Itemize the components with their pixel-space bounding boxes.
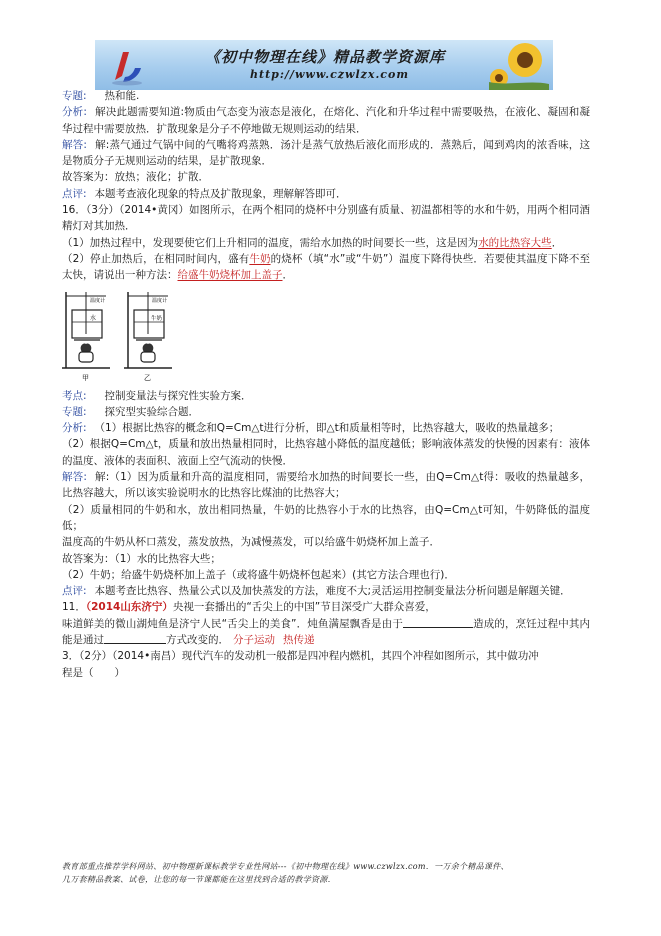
q16-analysis-2: （2）根据Q=Cm△t，质量和放出热量相同时，比热容越小降低的温度越低；影响液体蒸发的快慢的因素有：液体的温度、液体的表面积、液面上空气流动的快慢． bbox=[62, 438, 590, 467]
sunflower-icon bbox=[489, 40, 549, 90]
document-body bbox=[62, 88, 590, 681]
figure-caption-jia: 甲 bbox=[82, 373, 89, 382]
q16-knowledge-point: 考点: 控制变量法与探究性实验方案． bbox=[62, 389, 252, 402]
q16-solution: 解答: 解:（1）因为质量和升高的温度相同，需要给水加热的时间要长一些，由Q=Cm△t得：吸收的热量越多，比热容越大，所以该实验说明水的比热容比煤油的比热容大； bbox=[62, 471, 590, 500]
q16-comment: 点评: 本题考查比热容、热量公式以及加快蒸发的方法，难度不大;灵活运用控制变量法分析问题是解题关键． bbox=[62, 585, 571, 598]
thermometer-label-2: 温度计 bbox=[152, 297, 168, 304]
q16-part2: （2）停止加热后，在相同时间内，盛有牛奶的烧杯（填“水”或“牛奶”）温度下降得快些．若要使其温度下降不至太快，请说出一种方法：给盛牛奶烧杯加上盖子． bbox=[62, 252, 591, 282]
q11-source: （2014山东济宁） bbox=[85, 601, 173, 614]
figure-caption-yi: 乙 bbox=[144, 373, 151, 382]
q3-line2: 程是（ ） bbox=[62, 666, 125, 679]
apparatus-milk bbox=[124, 292, 172, 382]
site-logo-icon bbox=[109, 46, 145, 86]
q16-answer-summary: 故答案为：（1）水的比热容大些； bbox=[62, 552, 221, 565]
q16-solution-3: 温度高的牛奶从杯口蒸发，蒸发放热，为减慢蒸发，可以给盛牛奶烧杯加上盖子． bbox=[62, 536, 440, 549]
q16-topic: 专题: 探究型实验综合题． bbox=[62, 405, 200, 418]
banner-title: 《初中物理在线》精品教学资源库 bbox=[205, 48, 446, 66]
q15-topic: 专题: 热和能. bbox=[62, 90, 140, 102]
heating-apparatus-diagram bbox=[62, 288, 182, 384]
q15-solution: 解答: 解:蒸气通过气锅中间的气嘴将鸡蒸熟．汤汁是蒸气放热后液化而形成的．蒸熟后，闻到鸡肉的浓香味，这是物质分子无规则运动的结果，是扩散现象． bbox=[62, 138, 590, 168]
liquid-label-milk: 牛奶 bbox=[151, 315, 163, 322]
banner-url: http://www.czwlzx.com bbox=[250, 68, 409, 81]
q15-answer: 故答案为：放热；液化；扩散． bbox=[62, 171, 209, 184]
q16-solution-2: （2）质量相同的牛奶和水，放出相同热量，牛奶的比热容小于水的比热容，由Q=Cm△t可知，牛奶降低的温度低； bbox=[62, 503, 590, 532]
q16-answer-summary-2: （2）牛奶；给盛牛奶烧杯加上盖子（或将盛牛奶烧杯包起来）(其它方法合理也行)． bbox=[62, 568, 455, 581]
q16-part1: （1）加热过程中，发现要使它们上升相同的温度，需给水加热的时间要长一些，这是因为水的比热容大些． bbox=[62, 236, 563, 249]
footer-line-1: 教育部重点推荐学科网站、初中物理新课标教学专业性网站---《初中物理在线》www.czwlzx.com．一万余个精品课件、 bbox=[62, 862, 509, 871]
apparatus-water bbox=[62, 292, 110, 382]
page-footer bbox=[62, 860, 602, 886]
q16-answer-3: 给盛牛奶烧杯加上盖子 bbox=[177, 269, 283, 282]
q16-figure bbox=[62, 288, 590, 386]
q11-blank-2 bbox=[104, 632, 166, 644]
q11-blank-1 bbox=[403, 616, 473, 628]
q16-analysis: 分析: （1）根据比热容的概念和Q=Cm△t进行分析，即△t和质量相等时，比热容越大，吸收的热量越多； bbox=[62, 422, 560, 435]
q3-line1: 3．（2分）（2014•南昌）现代汽车的发动机一般都是四冲程内燃机，其四个冲程如图所示，其中做功冲 bbox=[62, 650, 539, 663]
thermometer-label-1: 温度计 bbox=[90, 297, 106, 304]
liquid-label-water: 水 bbox=[90, 314, 97, 322]
q11-line1: 11．（2014山东济宁）央视一套播出的“舌尖上的中国”节目深受广大群众喜爱， bbox=[62, 601, 436, 614]
q16-answer-2: 牛奶 bbox=[249, 252, 271, 265]
q15-comment: 点评: 本题考查液化现象的特点及扩散现象，理解解答即可． bbox=[62, 187, 347, 200]
footer-line-2: 几万套精品教案、试卷，让您的每一节课都能在这里找到合适的教学资源． bbox=[62, 875, 336, 884]
q11-line2: 味道鲜美的微山湖炖鱼是济宁人民“舌尖上的美食”．炖鱼满屋飘香是由于 造成的，烹饪过程中其内能是通过 方式改变的． 分子运动 热传递 bbox=[62, 617, 590, 647]
q16-answer-1: 水的比热容大些 bbox=[478, 236, 552, 249]
q15-analysis: 分析: 解决此题需要知道:物质由气态变为液态是液化，在熔化、汽化和升华过程中需要吸热，在液化、凝固和凝华过程中需要放热．扩散现象是分子不停地做无规则运动的结果． bbox=[62, 106, 590, 135]
q11-answer-1: 分子运动 bbox=[233, 634, 275, 647]
q16-stem: 16．（3分）（2014•黄冈）如图所示，在两个相同的烧杯中分别盛有质量、初温都相等的水和牛奶，用两个相同酒精灯对其加热． bbox=[62, 204, 590, 233]
header-banner bbox=[95, 40, 553, 90]
q11-answer-2: 热传递 bbox=[283, 634, 315, 647]
